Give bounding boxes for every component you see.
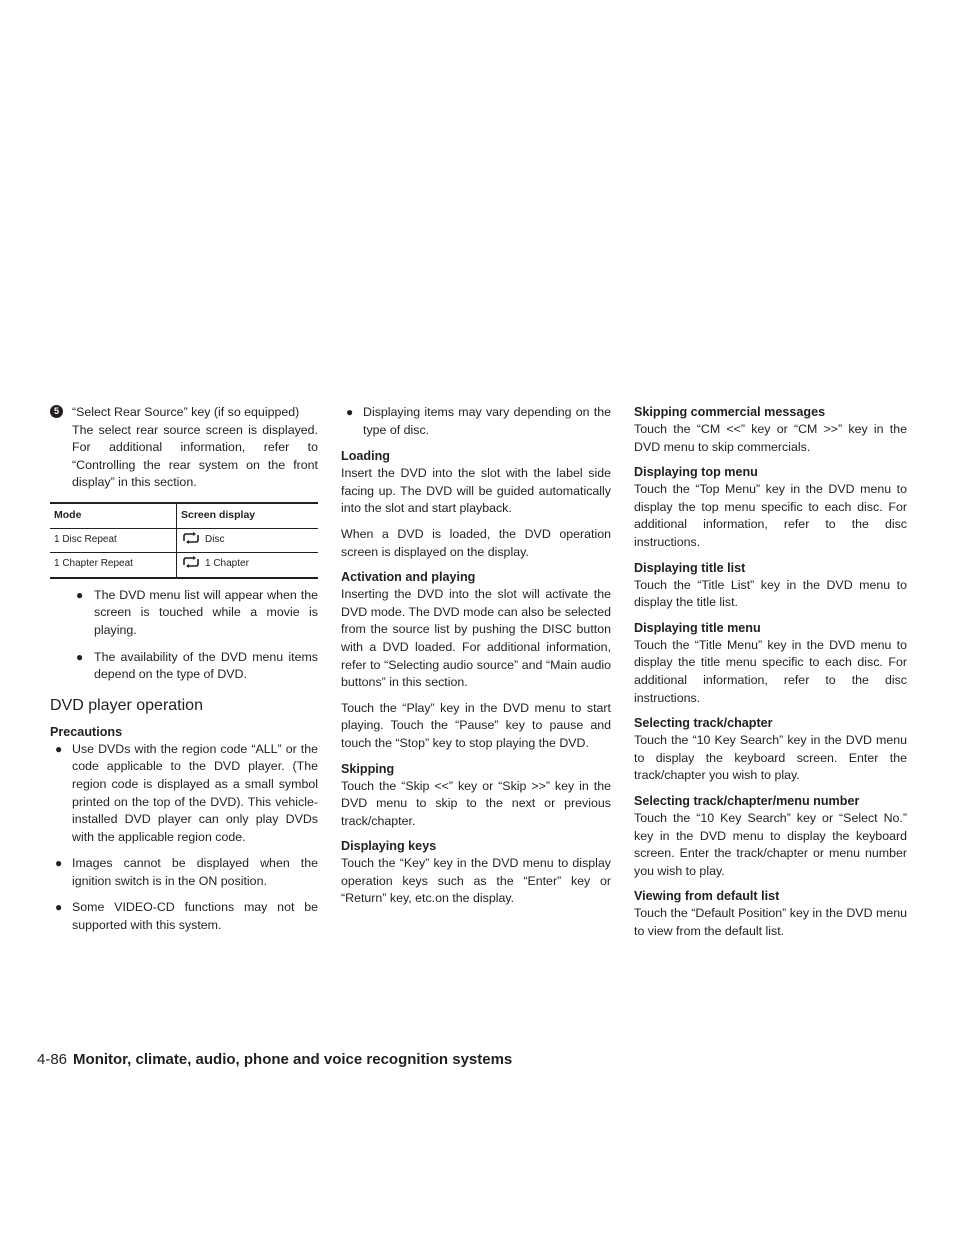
screen-display-cell [177, 528, 319, 553]
item-5-label: “Select Rear Source” key (if so equipped) [72, 405, 300, 419]
page-footer [37, 1050, 512, 1070]
table-row [50, 553, 318, 578]
displaying-keys-heading: Displaying keys [341, 839, 437, 854]
default-list-heading: Viewing from default list [634, 889, 780, 904]
mode-header: Mode [50, 503, 177, 528]
list-item: ● Images cannot be displayed when the ignition switch is in the ON position. [55, 856, 318, 888]
menu-number-heading: Selecting track/chapter/menu number [634, 793, 860, 808]
list-item: ● Some VIDEO-CD functions may not be supported with this system. [55, 900, 318, 933]
list-item: ● The DVD menu list will appear when the screen is touched while a movie is playing. [76, 587, 318, 637]
top-menu-heading: Displaying top menu [634, 465, 758, 480]
menu-number-paragraph: Touch the “10 Key Search” key or “Select No.” key in the DVD menu to display the keyboard screen. Enter the track/chapter or menu number you wish to play. [634, 810, 907, 878]
top-menu-paragraph: Touch the “Top Menu” key in the DVD menu to display the top menu specific to each disc. For additional information, refer to the disc instructions. [634, 482, 907, 549]
mode-table [50, 502, 318, 579]
displaying-keys-paragraph: Touch the “Key” key in the DVD menu to display operation keys such as the “Enter” key or “Return” key, etc.on the display. [341, 856, 611, 906]
table-row [50, 528, 318, 553]
activation-paragraph-2: Touch the “Play” key in the DVD menu to start playing. Touch the “Pause” key to pause and touch the “Stop” key to stop playing the DVD. [341, 700, 611, 750]
activation-paragraph-1: Inserting the DVD into the slot will activate the DVD mode. The DVD mode can also be selected from the source list by pushing the DISC button with a DVD loaded. For additional information, refer to “Selecting audio source” and “Main audio buttons” in this section. [341, 587, 611, 690]
title-list-paragraph: Touch the “Title List” key in the DVD menu to display the title list. [634, 577, 907, 610]
skipping-paragraph: Touch the “Skip <<” key or “Skip >>” key in the DVD menu to skip to the next or previous track/chapter. [341, 778, 611, 828]
column-3 [634, 404, 907, 948]
mode-cell: 1 Disc Repeat [50, 528, 177, 553]
loading-paragraph-1: Insert the DVD into the slot with the label side facing up. The DVD will be guided automatically into the slot and start playback. [341, 466, 611, 516]
track-chapter-paragraph: Touch the “10 Key Search” key in the DVD menu to display the keyboard screen. Enter the track/chapter you wish to play. [634, 733, 907, 783]
skipping-cm-heading: Skipping commercial messages [634, 405, 826, 419]
display-items-bullet [341, 404, 611, 439]
item-5-text: The select rear source screen is displayed. For additional information, refer to “Controlling the rear system on the front display” in this section. [72, 422, 318, 490]
section-title: DVD player operation [50, 696, 203, 714]
list-item: ● Displaying items may vary depending on the type of disc. [346, 405, 611, 437]
circled-number-5: 5 [50, 405, 63, 418]
title-menu-heading: Displaying title menu [634, 620, 761, 635]
default-list-paragraph: Touch the “Default Position” key in the DVD menu to view from the default list. [634, 906, 907, 938]
page-number: 4-86 [37, 1051, 68, 1068]
skipping-cm-paragraph: Touch the “CM <<” key or “CM >>” key in the DVD menu to skip commercials. [634, 422, 907, 454]
track-chapter-heading: Selecting track/chapter [634, 716, 773, 731]
screen-display-text: Disc [205, 533, 225, 545]
repeat-icon [181, 556, 201, 568]
title-menu-paragraph: Touch the “Title Menu” key in the DVD menu to display the title menu specific to each disc. For additional information, refer to the disc instructions. [634, 637, 907, 705]
item-5-select-rear-source [50, 404, 318, 492]
column-2 [341, 404, 611, 916]
bullet-icon: ● [55, 900, 63, 915]
precautions-heading: Precautions [50, 724, 123, 739]
bullet-icon: ● [55, 856, 63, 871]
bullet-icon: ● [76, 649, 84, 664]
title-list-heading: Displaying title list [634, 560, 746, 575]
bullet-icon: ● [346, 405, 354, 419]
screen-display-cell [177, 553, 319, 578]
list-item: ● The availability of the DVD menu items depend on the type of DVD. [76, 649, 318, 682]
mode-cell: 1 Chapter Repeat [50, 553, 177, 578]
screen-display-header: Screen display [177, 503, 319, 528]
repeat-icon [181, 532, 201, 544]
screen-display-text: 1 Chapter [205, 558, 249, 570]
list-item: ● Use DVDs with the region code “ALL” or the code applicable to the DVD player. (The region code is displayed as a small symbol printed on the top of the DVD). This vehicle-installed DVD player can only play DVDs with the applicable region code. [55, 741, 318, 844]
precautions-bullets [50, 741, 318, 935]
loading-heading: Loading [341, 449, 390, 464]
bullet-icon: ● [55, 741, 63, 756]
loading-paragraph-2: When a DVD is loaded, the DVD operation screen is displayed on the display. [341, 526, 611, 559]
activation-heading: Activation and playing [341, 570, 476, 585]
skipping-heading: Skipping [341, 761, 395, 776]
column-1 [50, 404, 318, 944]
bullet-icon: ● [76, 587, 84, 602]
dvd-menu-bullets [50, 587, 318, 684]
chapter-title: Monitor, climate, audio, phone and voice recognition systems [73, 1051, 513, 1068]
